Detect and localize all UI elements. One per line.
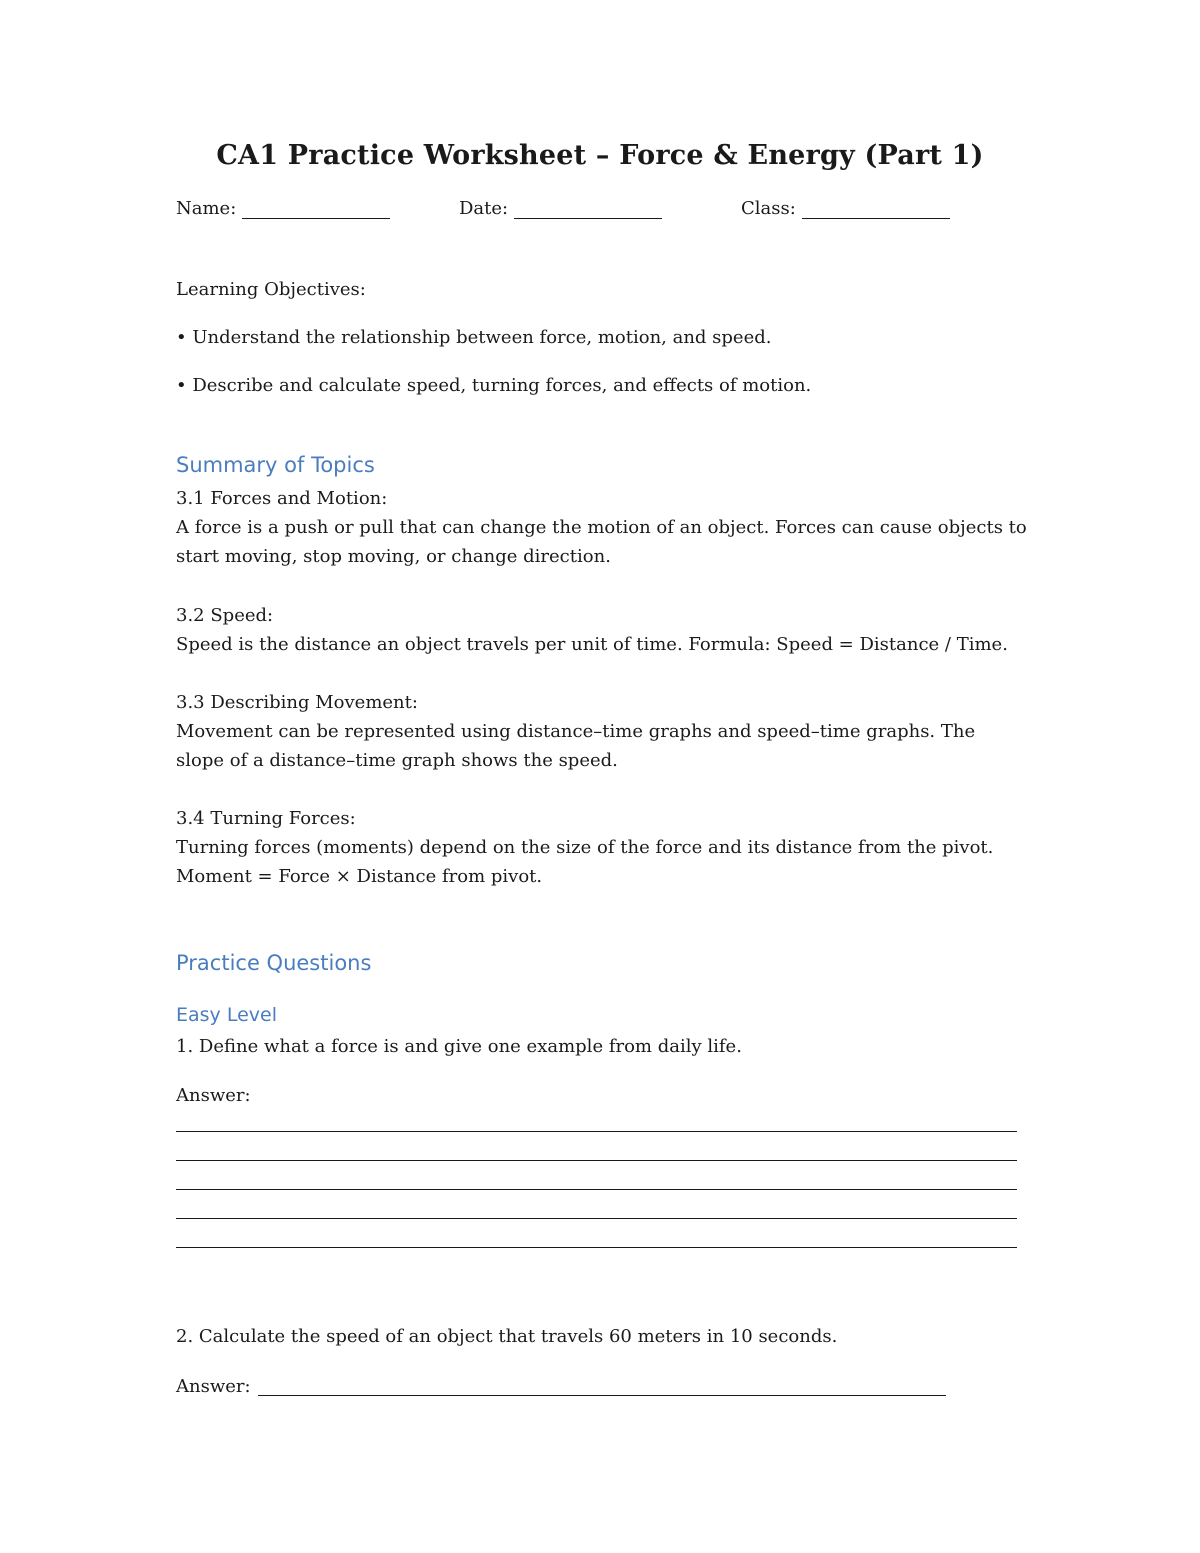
answer-label: Answer: [176, 1085, 251, 1106]
topic-title: 3.1 Forces and Motion: [176, 488, 388, 509]
practice-heading: Practice Questions [176, 951, 372, 975]
topic-text: A force is a push or pull that can change the motion of an object. Forces can cause objects to [176, 517, 1027, 538]
topic-text: Turning forces (moments) depend on the size of the force and its distance from the pivot. [176, 837, 994, 858]
class-field[interactable] [741, 198, 950, 219]
answer-label: Answer: [176, 1376, 251, 1397]
topic-title: 3.2 Speed: [176, 605, 274, 626]
class-blank[interactable] [802, 200, 950, 219]
class-label: Class: [741, 198, 796, 219]
page-title: CA1 Practice Worksheet – Force & Energy (Part 1) [216, 140, 984, 171]
answer-line[interactable] [258, 1395, 946, 1396]
date-blank[interactable] [514, 200, 662, 219]
answer-line[interactable] [176, 1189, 1017, 1190]
date-label: Date: [459, 198, 509, 219]
name-blank[interactable] [242, 200, 390, 219]
question-2: 2. Calculate the speed of an object that travels 60 meters in 10 seconds. [176, 1326, 838, 1347]
name-field[interactable] [176, 198, 390, 219]
question-1: 1. Define what a force is and give one example from daily life. [176, 1036, 742, 1057]
topic-text: slope of a distance–time graph shows the speed. [176, 750, 618, 771]
topic-title: 3.4 Turning Forces: [176, 808, 356, 829]
summary-heading: Summary of Topics [176, 453, 375, 477]
topic-text: Speed is the distance an object travels per unit of time. Formula: Speed = Distance / Time. [176, 634, 1008, 655]
answer-line[interactable] [176, 1160, 1017, 1161]
answer-line[interactable] [176, 1247, 1017, 1248]
topic-text: Moment = Force × Distance from pivot. [176, 866, 543, 887]
objective-item: • Describe and calculate speed, turning forces, and effects of motion. [176, 375, 812, 396]
answer-line[interactable] [176, 1218, 1017, 1219]
name-label: Name: [176, 198, 237, 219]
topic-text: start moving, stop moving, or change direction. [176, 546, 611, 567]
objectives-heading: Learning Objectives: [176, 279, 366, 300]
answer-line[interactable] [176, 1131, 1017, 1132]
objective-item: • Understand the relationship between force, motion, and speed. [176, 327, 772, 348]
date-field[interactable] [459, 198, 662, 219]
level-heading: Easy Level [176, 1004, 277, 1026]
topic-title: 3.3 Describing Movement: [176, 692, 418, 713]
topic-text: Movement can be represented using distance–time graphs and speed–time graphs. The [176, 721, 976, 742]
